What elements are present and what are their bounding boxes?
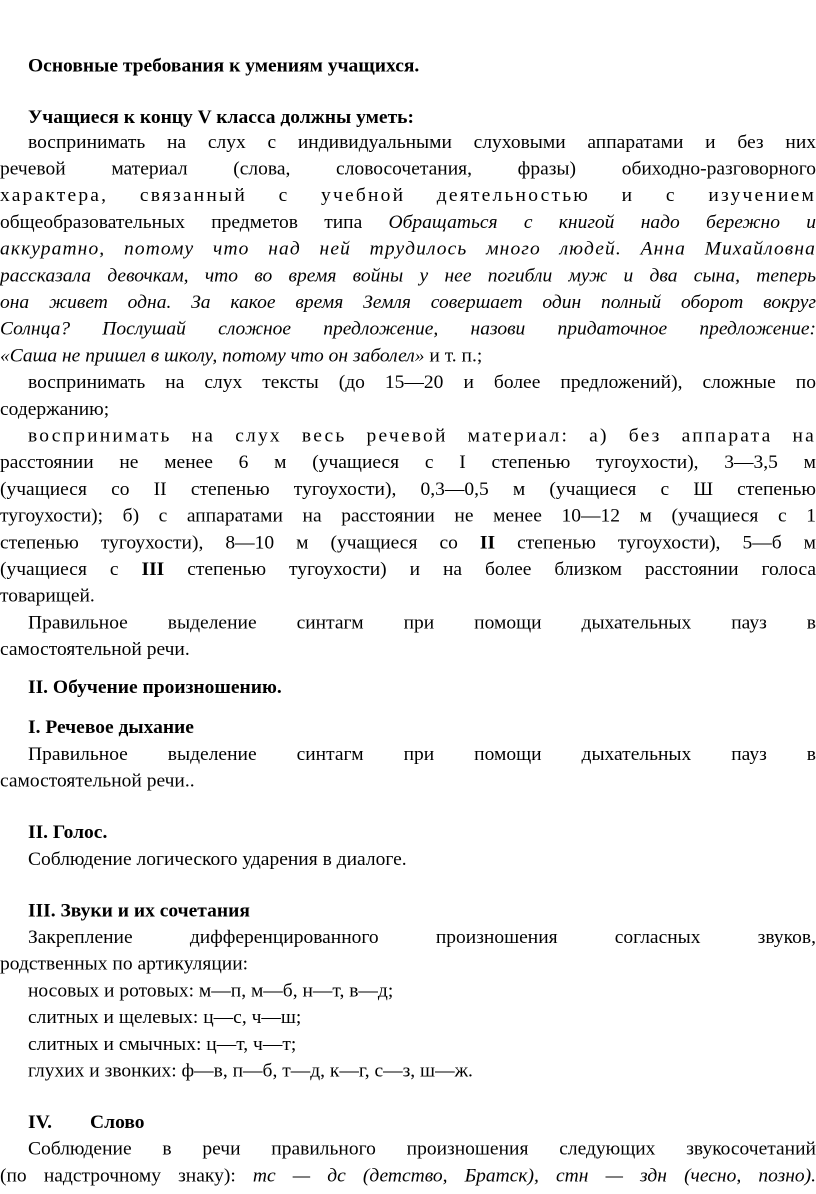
- p1-line-3: характера, связанный с учебной деятельностью и с изучением: [0, 185, 816, 206]
- p3-line-7: товарищей.: [0, 586, 95, 607]
- section-sounds: III. Звуки и их сочетания: [28, 901, 250, 922]
- p3-line-6-b: III: [141, 559, 165, 580]
- grade-heading: Учащиеся к концу V класса должны уметь:: [28, 107, 414, 128]
- p8-line-2-normal: (по надстрочному знаку):: [0, 1166, 253, 1187]
- p8-line-2-italic: тс — дс (детство, Братск), стн — здн (чесно, позно).: [252, 1166, 816, 1187]
- p1-line-5: аккуратно, потому что над ней трудилось много людей. Анна Михайловна: [0, 239, 816, 260]
- section-breathing: I. Речевое дыхание: [28, 717, 194, 739]
- p3-line-3: (учащиеся со II степенью тугоухости), 0,3—0,5 м (учащиеся с Ш степенью: [0, 479, 816, 500]
- p2-line-1: воспринимать на слух тексты (до 15—20 и более предложений), сложные по: [28, 372, 816, 393]
- p8-line-2: [0, 1163, 816, 1190]
- section-voice: II. Голос.: [28, 822, 108, 843]
- p1-line-9-italic: «Саша не пришел в школу, потому что он заболел»: [0, 346, 425, 367]
- p1-line-9-normal: и т. п.;: [424, 346, 483, 367]
- p2-line-2: содержанию;: [0, 399, 110, 420]
- p1-line-4: [0, 210, 816, 237]
- list-item: слитных и щелевых: ц—с, ч—ш;: [28, 1007, 302, 1028]
- p7-line-2: родственных по артикуляции:: [0, 954, 249, 975]
- p8-line-1: Соблюдение в речи правильного произношения следующих звукосочетаний: [28, 1139, 816, 1160]
- list-item: носовых и ротовых: м—п, м—б, н—т, в—д;: [28, 981, 394, 1002]
- paragraph-6: Соблюдение логического ударения в диалоге.: [28, 849, 407, 870]
- p1-line-2: речевой материал (слова, словосочетания, фразы) обиходно-разговорного: [0, 159, 816, 180]
- list-item: глухих и звонких: ф—в, п—б, т—д, к—г, с—з, ш—ж.: [28, 1061, 473, 1082]
- p1-line-7: она живет одна. За какое время Земля совершает один полный оборот вокруг: [0, 292, 816, 313]
- section-word-number: IV.: [28, 1112, 53, 1133]
- list-item: слитных и смычных: ц—т, ч—т;: [28, 1034, 297, 1055]
- p1-line-6: рассказала девочкам, что во время войны у нее погибли муж и два сына, теперь: [0, 266, 816, 287]
- p7-line-1: Закрепление дифференцированного произношения согласных звуков,: [28, 927, 816, 948]
- p3-line-2: расстоянии не менее 6 м (учащиеся с I степенью тугоухости), 3—3,5 м: [0, 452, 816, 473]
- p1-line-4-normal: общеобразовательных предметов типа: [0, 212, 389, 233]
- p1-line-8: Солнца? Послушай сложное предложение, назови придаточное предложение:: [0, 319, 816, 340]
- section-pronunciation: II. Обучение произношению.: [28, 677, 282, 698]
- p3-line-5: [0, 530, 816, 557]
- section-word-title: Слово: [90, 1112, 145, 1133]
- p3-line-5-b: II: [479, 533, 496, 554]
- p3-line-1: воспринимать на слух весь речевой материал: а) без аппарата на: [28, 426, 816, 447]
- p1-line-4-italic: Обращаться с книгой надо бережно и: [388, 212, 816, 233]
- doc-title: Основные требования к умениям учащихся.: [28, 56, 420, 77]
- p3-line-6-c: степенью тугоухости) и на более близком расстоянии голоса: [164, 559, 816, 580]
- p1-line-1: воспринимать на слух с индивидуальными слуховыми аппаратами и без них: [28, 132, 816, 153]
- p3-line-6: [0, 557, 816, 584]
- p4-line-2: самостоятельной речи.: [0, 639, 190, 660]
- p5-line-2: самостоятельной речи..: [0, 771, 195, 792]
- p1-line-9: [0, 343, 816, 370]
- section-word: [28, 1110, 816, 1137]
- p3-line-5-c: степенью тугоухости), 5—б м: [495, 533, 816, 554]
- p3-line-4: тугоухости); б) с аппаратами на расстоянии не менее 10—12 м (учащиеся с 1: [0, 506, 816, 527]
- p3-line-6-a: (учащиеся с: [0, 559, 142, 580]
- p4-line-1: Правильное выделение синтагм при помощи дыхательных пауз в: [28, 613, 816, 634]
- p5-line-1: Правильное выделение синтагм при помощи дыхательных пауз в: [28, 744, 816, 765]
- p3-line-5-a: степенью тугоухости), 8—10 м (учащиеся со: [0, 533, 480, 554]
